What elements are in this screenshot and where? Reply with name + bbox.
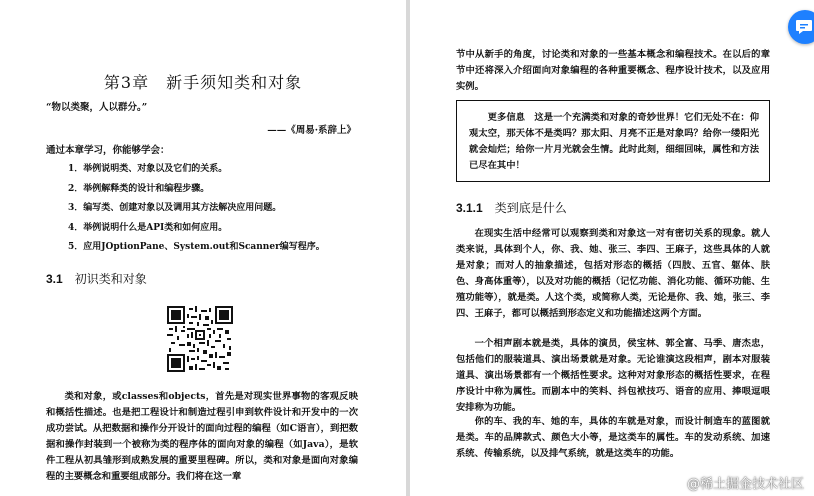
epigraph: “物以类聚，人以群分。”	[46, 102, 148, 113]
section-number: 3.1	[46, 272, 63, 286]
continuation-paragraph: 节中从新手的角度，讨论类和对象的一些基本概念和编程技术。在以后的章节中还将深入介绍面向对象编程的各种重要概念、程序设计技术，以及应用实例。	[456, 49, 770, 92]
right-page	[410, 0, 814, 496]
body-paragraph: 一个相声剧本就是类，具体的演员，侯宝林、郭全富、马季、唐杰忠，包括他们的服装道具、演出场景就是对象。无论谁演这段相声，剧本对服装道具、演出场景都有一个概括性要求。这种对对象形态的概括性要求，在程序设计中称为属性。而剧本中的笑料、抖包袱技巧、语音的应用、捧哏逗哏安排称为功能。	[456, 338, 770, 413]
subsection-heading	[456, 199, 567, 216]
chapter-title: 第3章 新手须知类和对象	[103, 73, 303, 92]
floating-action-button[interactable]	[788, 10, 814, 44]
body-paragraph: 你的车、我的车、她的车，具体的车就是对象，而设计制造车的蓝图就是类。车的品牌款式、颜色大小等，是这类车的属性。车的发动系统、加速系统、传输系统，以及排气系统，就是这类车的功能。	[456, 416, 770, 459]
message-icon	[795, 19, 813, 35]
list-item: 2．举例解释类的设计和编程步骤。	[68, 183, 210, 194]
qr-code-icon	[167, 306, 233, 372]
section-title: 初识类和对象	[74, 272, 147, 286]
section-paragraph: 类和对象，或classes和objects，首先是对现实世界事物的客观反映和概括性描述。也是把工程设计和制造过程引申到软件设计和开发中的一次成功尝试。从把数据和操作分开设计的面向过程的编程（如C语言），到把数据和操作封装到一个被称为类的程序体的面向对象的编程（如Java），是软件工程从初具雏形到成熟发展的重要里程碑。所以，类和对象是面向对象编程的主要概念和重要组成部分。我们将在这一章	[46, 391, 358, 482]
list-item: 4．举例说明什么是API类和如何应用。	[68, 222, 228, 233]
subsection-title: 类到底是什么	[494, 201, 567, 215]
section-heading	[46, 270, 147, 287]
more-info-box	[456, 100, 770, 182]
learning-goals-list	[68, 162, 325, 260]
list-item: 5．应用JOptionPane、System.out和Scanner编写程序。	[68, 242, 325, 252]
left-page	[0, 0, 406, 496]
list-item: 3．编写类、创建对象以及调用其方法解决应用问题。	[68, 203, 282, 213]
learning-intro: 通过本章学习，你能够学会：	[46, 145, 170, 156]
more-info-text: 更多信息 这是一个充满类和对象的奇妙世界！它们无处不在：仰观太空，那天体不是类吗？那太阳、月亮不正是对象吗？给你一缕阳光就会灿烂；给你一片月光就会生情。此时此刻，细细回味，属性和方法已尽在其中！	[469, 112, 759, 171]
body-paragraph: 在现实生活中经常可以观察到类和对象这一对有密切关系的现象。就人类来说，具体到个人，你、我、她、张三、李四、王麻子，这些具体的人就是对象；而对人的抽象描述，包括对形态的概括（四肢、五官、躯体、肤色、身高体重等），以及对功能的概括（记忆功能、消化功能、循环功能、生殖功能等），就是类。人这个类，或简称人类，无论是你、我、她，张三、李四、王麻子，都可以概括到形态定义和功能描述这两个方面。	[456, 228, 770, 319]
list-item: 1．举例说明类、对象以及它们的关系。	[68, 164, 228, 174]
epigraph-source: ——《周易·系辞上》	[267, 125, 356, 136]
watermark: @稀土掘金技术社区	[686, 477, 804, 492]
subsection-number: 3.1.1	[456, 201, 483, 215]
